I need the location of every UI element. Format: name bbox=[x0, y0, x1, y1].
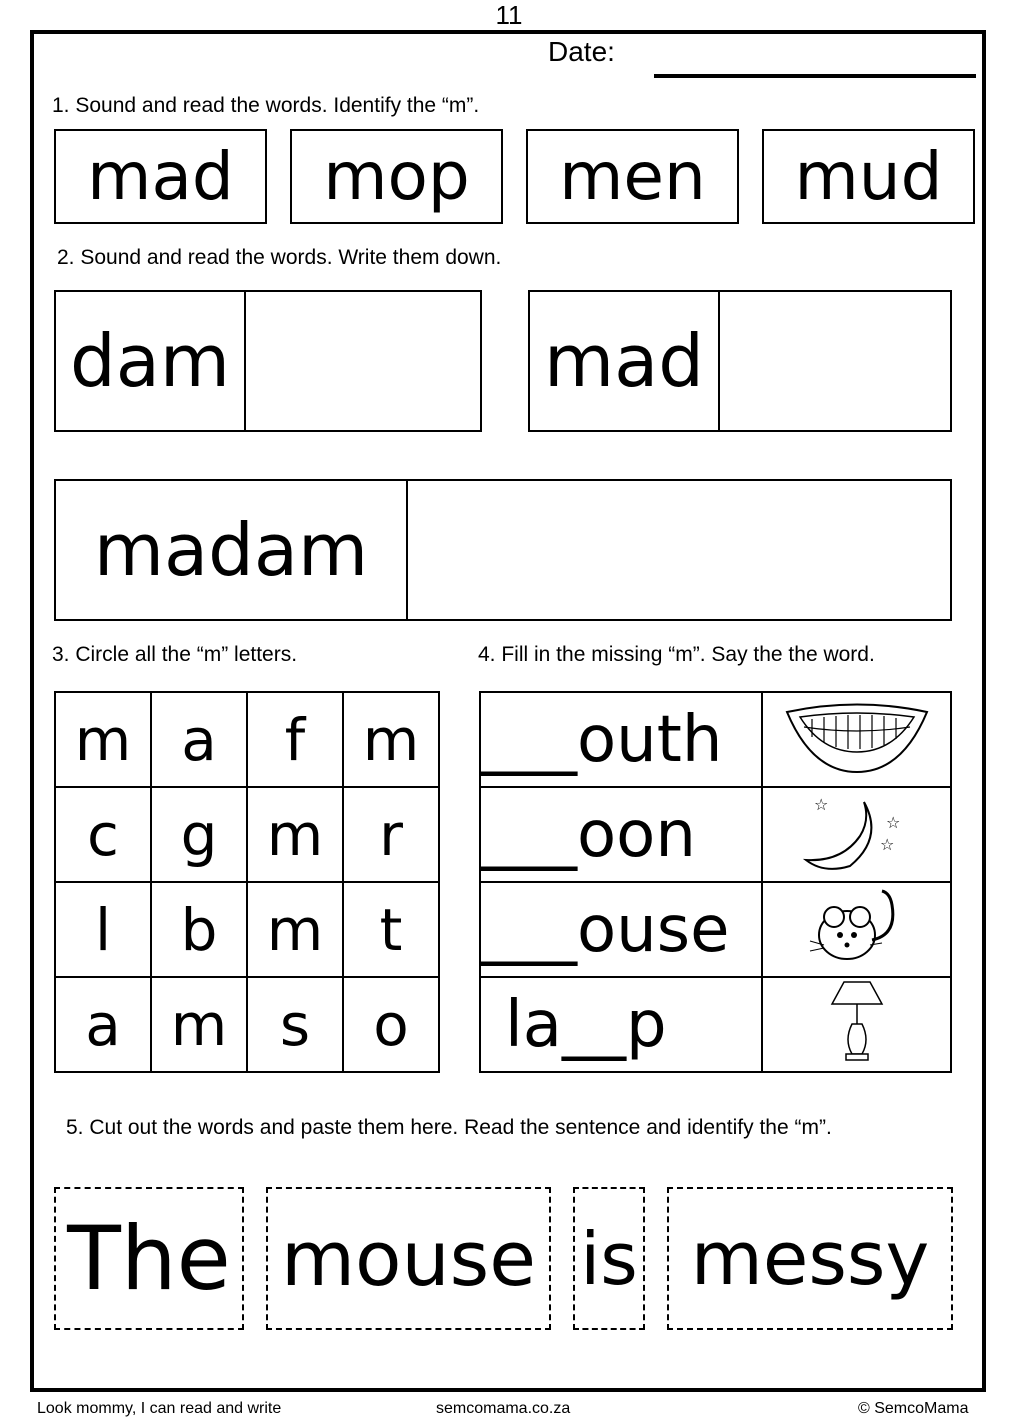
word-card bbox=[54, 129, 267, 224]
letter-grid bbox=[54, 691, 440, 1073]
letter-cell[interactable]: g bbox=[151, 787, 247, 882]
letter-cell[interactable]: o bbox=[343, 977, 439, 1072]
cut-out-word[interactable] bbox=[54, 1187, 244, 1330]
word-card bbox=[526, 129, 739, 224]
letter-cell[interactable]: m bbox=[343, 692, 439, 787]
write-area[interactable] bbox=[720, 292, 950, 430]
letter-cell[interactable]: l bbox=[55, 882, 151, 977]
lamp-icon bbox=[822, 978, 892, 1066]
cut-out-word-text: mouse bbox=[280, 1214, 537, 1303]
fill-word[interactable]: ___oon bbox=[480, 787, 762, 882]
section3-instruction: 3. Circle all the “m” letters. bbox=[52, 643, 298, 666]
word-card-text: mad bbox=[87, 138, 234, 215]
cut-out-word-text: is bbox=[580, 1216, 638, 1301]
word-card bbox=[762, 129, 975, 224]
cut-out-word-text: messy bbox=[690, 1215, 930, 1302]
section1-instruction: 1. Sound and read the words. Identify the “m”. bbox=[52, 94, 480, 117]
footer-copyright: © SemcoMama bbox=[858, 1400, 969, 1417]
picture-cell bbox=[762, 977, 951, 1072]
cut-out-word[interactable] bbox=[573, 1187, 645, 1330]
word-prompt-text: dam bbox=[70, 319, 230, 403]
word-prompt bbox=[530, 292, 720, 430]
write-word-box bbox=[528, 290, 952, 432]
letter-cell[interactable]: c bbox=[55, 787, 151, 882]
date-write-line[interactable] bbox=[654, 74, 976, 78]
word-prompt bbox=[56, 481, 408, 619]
cut-out-word[interactable] bbox=[667, 1187, 953, 1330]
section5-instruction: 5. Cut out the words and paste them here. Read the sentence and identify the “m”. bbox=[66, 1116, 832, 1139]
picture-cell bbox=[762, 692, 951, 787]
word-card-text: mud bbox=[794, 138, 943, 215]
section2-instruction: 2. Sound and read the words. Write them down. bbox=[57, 246, 502, 269]
fill-word[interactable]: ___ouse bbox=[480, 882, 762, 977]
cut-out-word[interactable] bbox=[266, 1187, 551, 1330]
cut-out-word-text: The bbox=[67, 1207, 231, 1310]
write-word-box bbox=[54, 479, 952, 621]
picture-cell bbox=[762, 882, 951, 977]
write-area[interactable] bbox=[408, 481, 950, 619]
date-label: Date: bbox=[548, 36, 615, 67]
footer-website[interactable]: semcomama.co.za bbox=[436, 1400, 571, 1417]
page-number: 11 bbox=[495, 0, 523, 30]
fill-word[interactable]: ___outh bbox=[480, 692, 762, 787]
letter-cell[interactable]: m bbox=[247, 882, 343, 977]
letter-cell[interactable]: r bbox=[343, 787, 439, 882]
mouse-icon bbox=[802, 885, 912, 970]
letter-cell[interactable]: b bbox=[151, 882, 247, 977]
moon-icon bbox=[802, 790, 912, 875]
word-card-text: mop bbox=[323, 138, 470, 215]
svg-text:☆: ☆ bbox=[879, 834, 894, 854]
fill-word[interactable]: la__p bbox=[480, 977, 762, 1072]
word-prompt-text: mad bbox=[544, 319, 704, 403]
word-card-text: men bbox=[559, 138, 706, 215]
write-area[interactable] bbox=[246, 292, 480, 430]
letter-cell[interactable]: f bbox=[247, 692, 343, 787]
letter-cell[interactable]: a bbox=[55, 977, 151, 1072]
write-word-box bbox=[54, 290, 482, 432]
svg-text:☆: ☆ bbox=[813, 794, 828, 814]
word-prompt bbox=[56, 292, 246, 430]
section4-instruction: 4. Fill in the missing “m”. Say the the word. bbox=[478, 643, 875, 666]
footer-tagline: Look mommy, I can read and write bbox=[37, 1400, 282, 1417]
letter-cell[interactable]: s bbox=[247, 977, 343, 1072]
svg-text:☆: ☆ bbox=[885, 812, 900, 832]
mouth-icon bbox=[782, 697, 932, 777]
letter-cell[interactable]: m bbox=[55, 692, 151, 787]
picture-cell bbox=[762, 787, 951, 882]
word-prompt-text: madam bbox=[93, 508, 369, 592]
letter-cell[interactable]: a bbox=[151, 692, 247, 787]
letter-cell[interactable]: m bbox=[151, 977, 247, 1072]
letter-cell[interactable]: t bbox=[343, 882, 439, 977]
fill-missing-table bbox=[479, 691, 952, 1073]
letter-cell[interactable]: m bbox=[247, 787, 343, 882]
word-card bbox=[290, 129, 503, 224]
